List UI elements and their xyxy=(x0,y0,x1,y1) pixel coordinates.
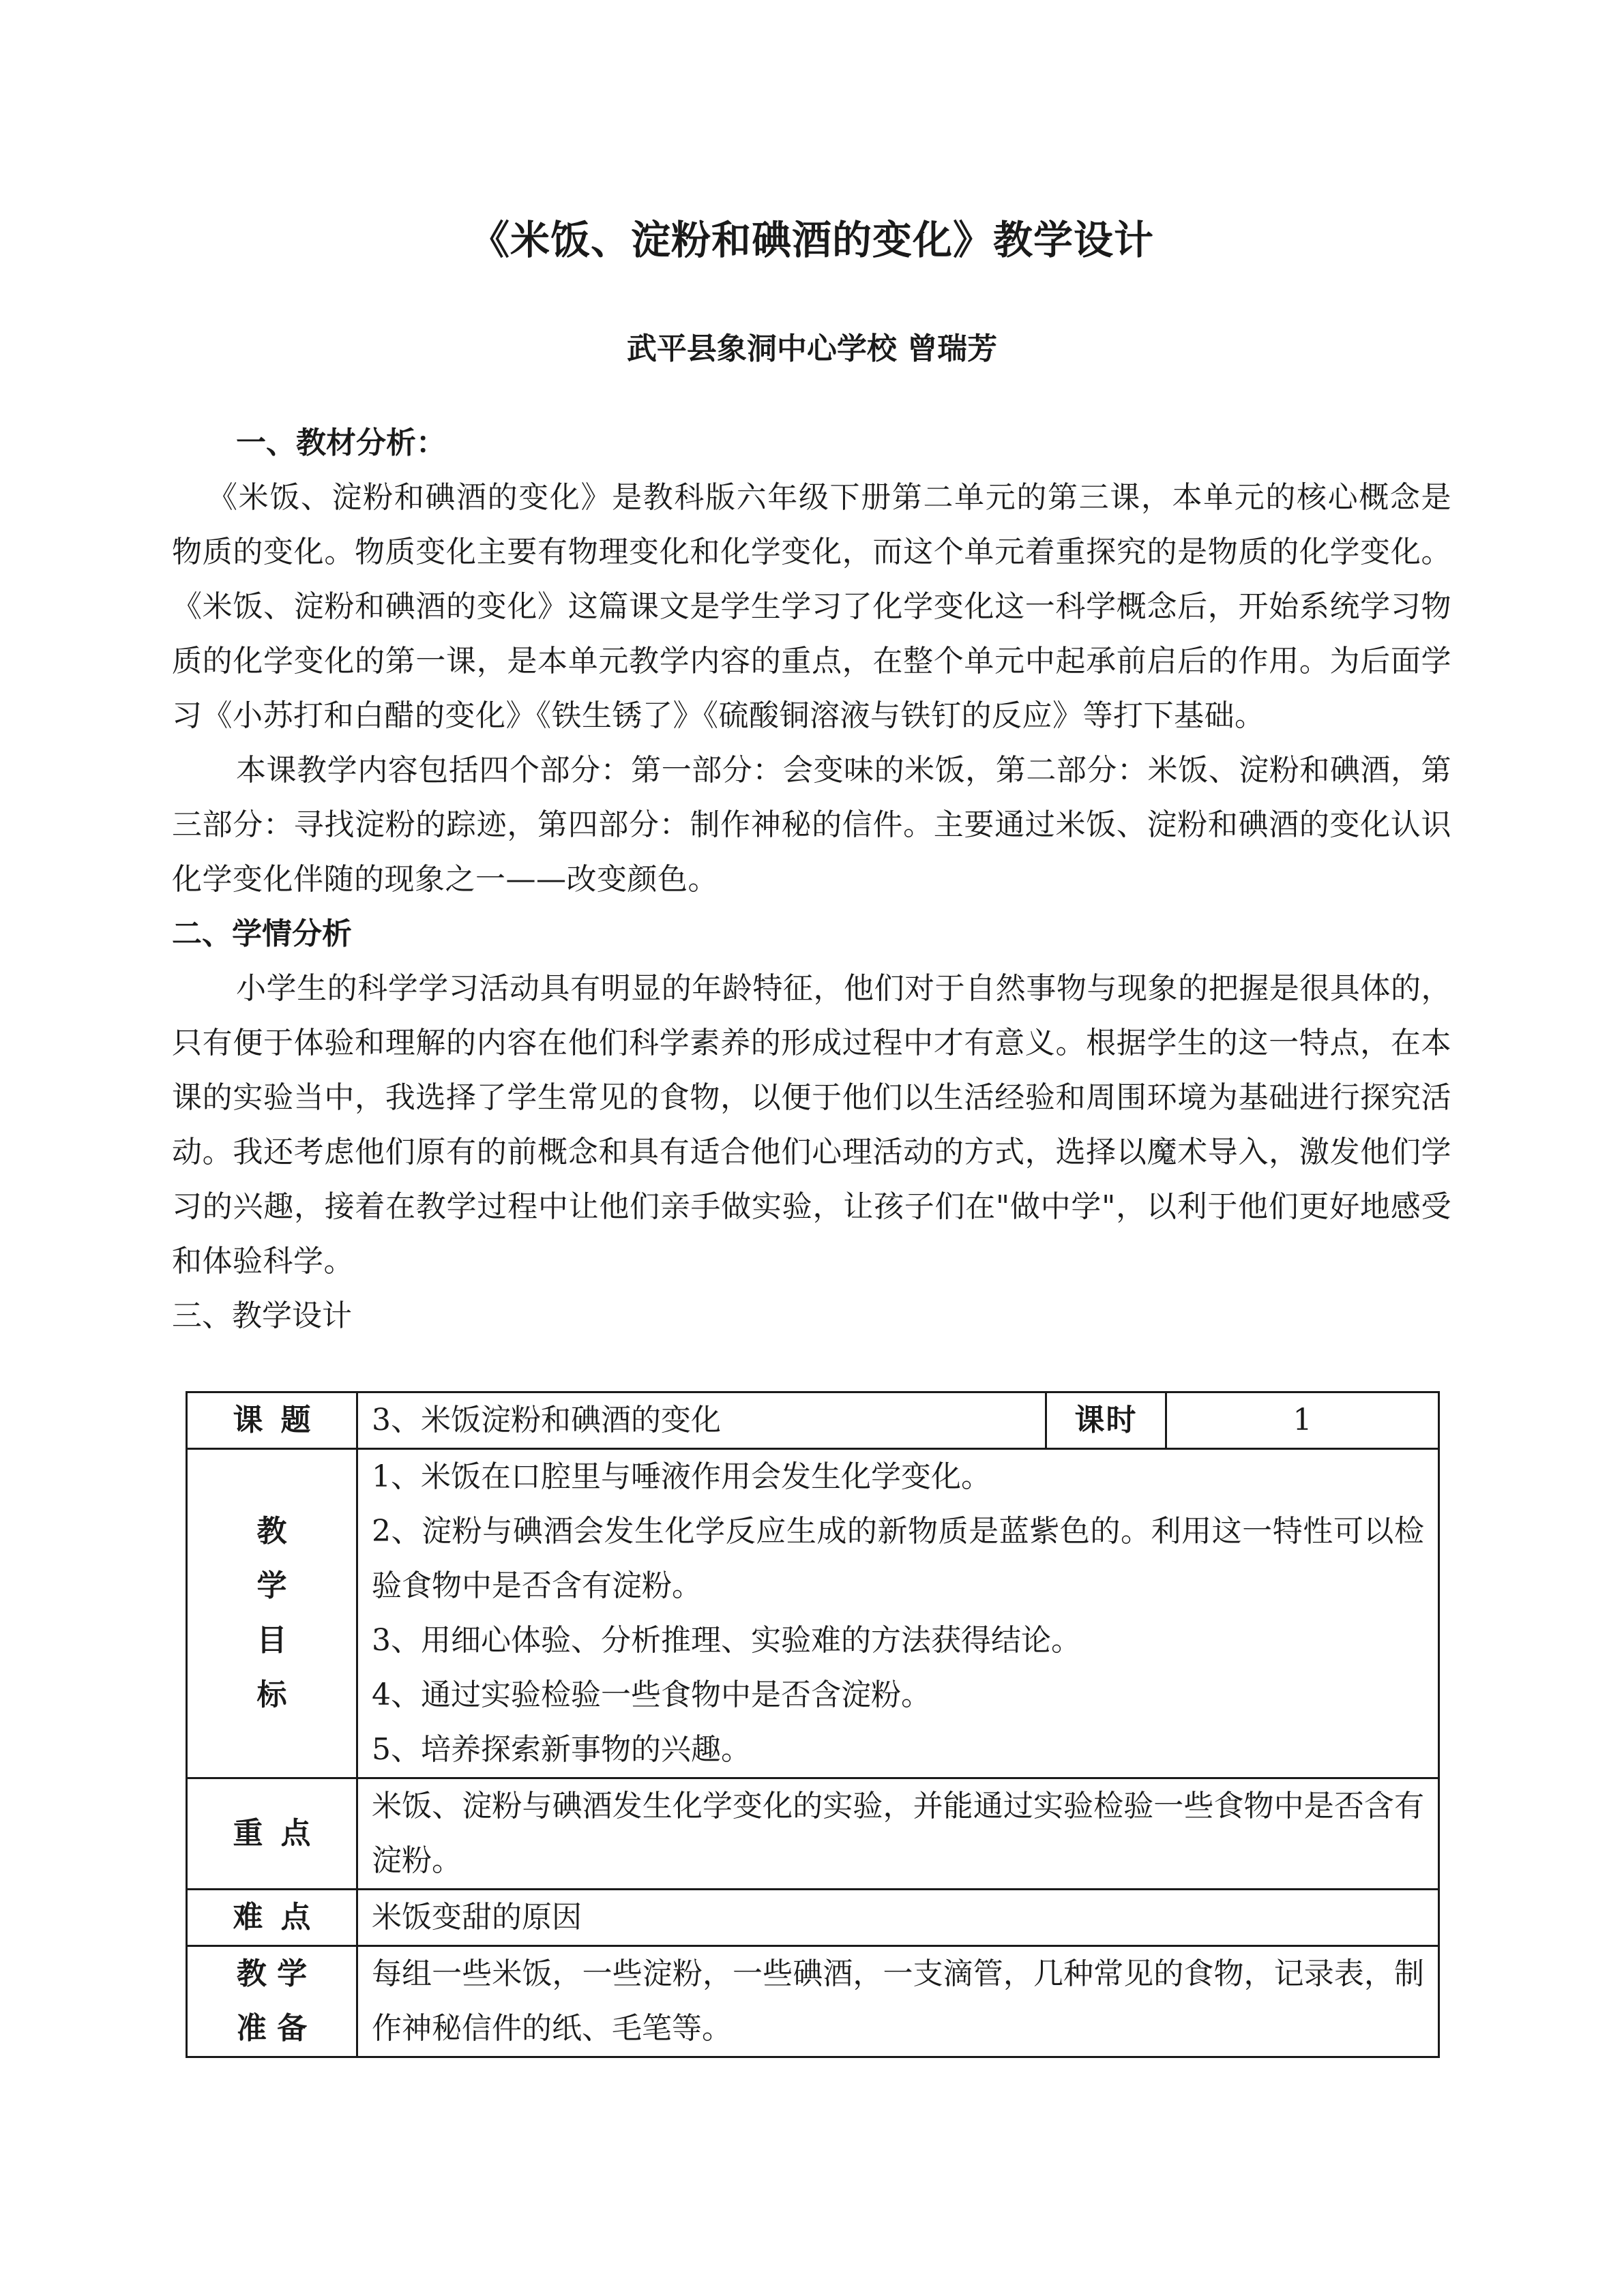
document-body xyxy=(172,416,1451,1343)
goal-item: 1、米饭在口腔里与唾液作用会发生化学变化。 xyxy=(372,1459,991,1494)
preparation-label xyxy=(187,1946,357,2057)
table-row-topic xyxy=(187,1392,1439,1449)
goals-label-char: 教 xyxy=(256,1514,287,1549)
table-row-goals xyxy=(187,1449,1439,1778)
paragraph-learner-analysis: 小学生的科学学习活动具有明显的年龄特征，他们对于自然事物与现象的把握是很具体的，只有便于体验和理解的内容在他们科学素养的形成过程中才有意义。根据学生的这一特点，在本课的实验当中，我选择了学生常见的食物，以便于他们以生活经验和周围环境为基础进行探究活动。我还考虑他们原有的前概念和具有适合他们心理活动的方式，选择以魔术导入，激发他们学习的兴趣，接着在教学过程中让他们亲手做实验，让孩子们在"做中学"，以利于他们更好地感受和体验科学。 xyxy=(172,971,1451,1279)
key-point-label: 重点 xyxy=(187,1778,357,1890)
hours-label: 课时 xyxy=(1046,1392,1166,1449)
goals-label xyxy=(187,1449,357,1778)
goals-list xyxy=(357,1449,1439,1778)
table-row-key-point xyxy=(187,1778,1439,1890)
author-line: 武平县象洞中心学校 曾瑞芳 xyxy=(626,331,998,366)
goals-label-char: 目 xyxy=(256,1623,287,1658)
preparation-label-line: 准 备 xyxy=(236,2011,308,2046)
table-row-preparation xyxy=(187,1946,1439,2057)
paragraph-textbook-analysis-2: 本课教学内容包括四个部分：第一部分：会变味的米饭，第二部分：米饭、淀粉和碘酒，第三部分：寻找淀粉的踪迹，第四部分：制作神秘的信件。主要通过米饭、淀粉和碘酒的变化认识化学变化伴随的现象之一——改变颜色。 xyxy=(172,753,1451,897)
topic-label: 课题 xyxy=(187,1392,357,1449)
goal-item: 3、用细心体验、分析推理、实验难的方法获得结论。 xyxy=(372,1623,1081,1658)
goal-item: 4、通过实验检验一些食物中是否含淀粉。 xyxy=(372,1678,931,1712)
difficulty-label: 难点 xyxy=(187,1890,357,1946)
goals-label-char: 标 xyxy=(256,1678,287,1712)
paragraph-textbook-analysis-1: 《米饭、淀粉和碘酒的变化》是教科版六年级下册第二单元的第三课，本单元的核心概念是物质的变化。物质变化主要有物理变化和化学变化，而这个单元着重探究的是物质的化学变化。《米饭、淀粉和碘酒的变化》这篇课文是学生学习了化学变化这一科学概念后，开始系统学习物质的化学变化的第一课，是本单元教学内容的重点，在整个单元中起承前启后的作用。为后面学习《小苏打和白醋的变化》《铁生锈了》《硫酸铜溶液与铁钉的反应》等打下基础。 xyxy=(172,480,1451,733)
preparation-value: 每组一些米饭，一些淀粉，一些碘酒，一支滴管，几种常见的食物，记录表，制作神秘信件的纸、毛笔等。 xyxy=(357,1946,1439,2057)
difficulty-value: 米饭变甜的原因 xyxy=(357,1890,1439,1946)
topic-value: 3、米饭淀粉和碘酒的变化 xyxy=(357,1392,1046,1449)
document-title: 《米饭、淀粉和碘酒的变化》教学设计 xyxy=(469,217,1154,263)
key-point-value: 米饭、淀粉与碘酒发生化学变化的实验，并能通过实验检验一些食物中是否含有淀粉。 xyxy=(357,1778,1439,1890)
goal-item: 5、培养探索新事物的兴趣。 xyxy=(372,1732,751,1767)
preparation-label-line: 教 学 xyxy=(236,1956,308,1991)
section-heading-teaching-design: 三、教学设计 xyxy=(172,1298,352,1333)
section-heading-learner-analysis: 二、学情分析 xyxy=(172,916,352,951)
goal-item: 2、淀粉与碘酒会发生化学反应生成的新物质是蓝紫色的。利用这一特性可以检验食物中是否含有淀粉。 xyxy=(372,1514,1424,1603)
section-heading-textbook-analysis: 一、教材分析： xyxy=(236,426,446,460)
table-row-difficulty xyxy=(187,1890,1439,1946)
hours-value: 1 xyxy=(1166,1392,1439,1449)
goals-label-char: 学 xyxy=(256,1568,287,1603)
lesson-plan-table xyxy=(186,1391,1440,2058)
